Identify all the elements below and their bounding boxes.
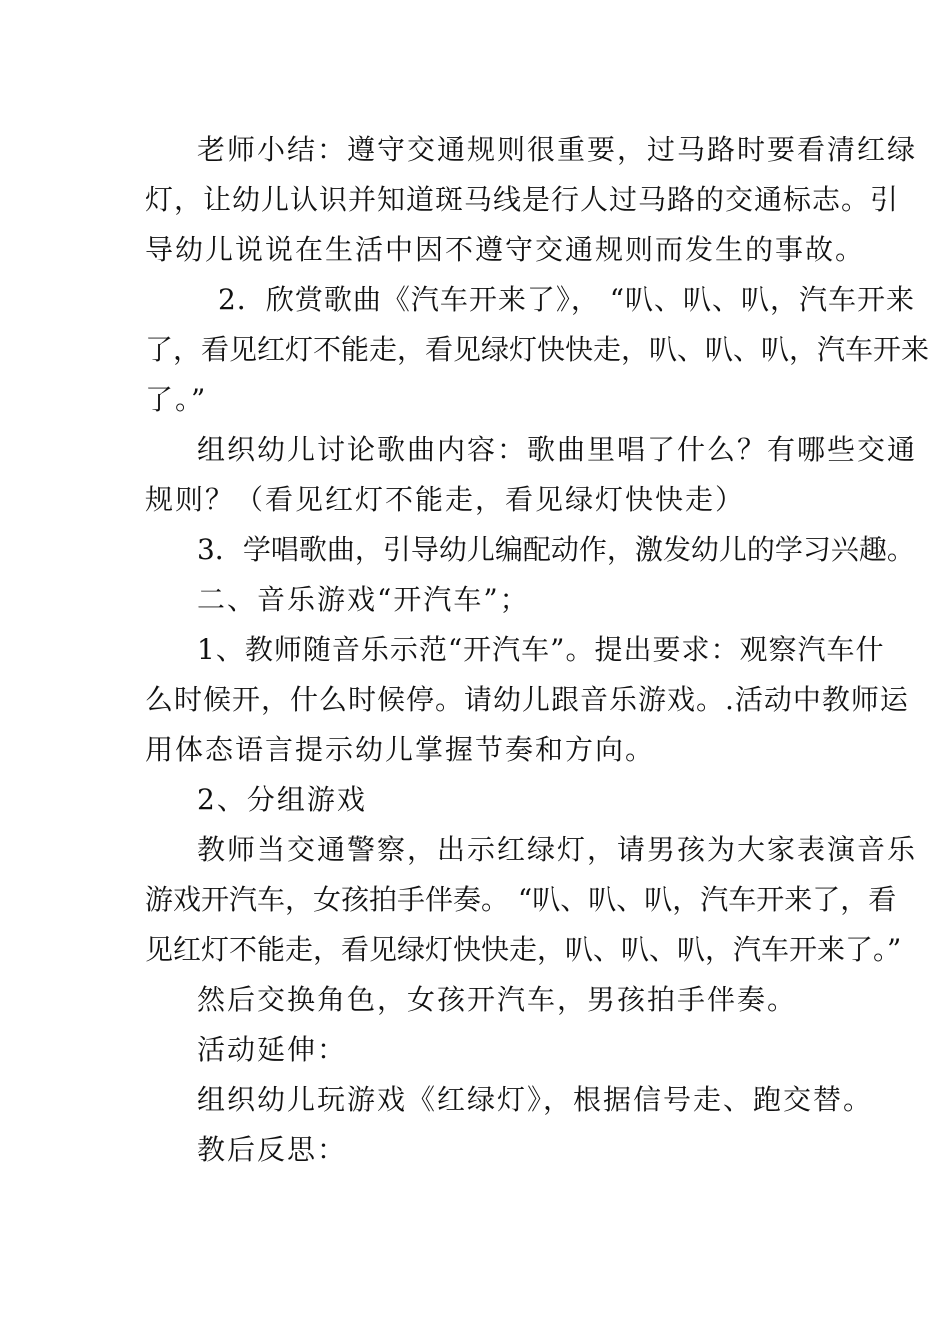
heading-music-game: 二、音乐游戏“开汽车”； (197, 583, 530, 616)
heading-reflection: 教后反思： (197, 1133, 348, 1166)
paragraph-demo-line-1: 1、教师随音乐示范“开汽车”。提出要求：观察汽车什 (197, 633, 885, 666)
paragraph-demo-line-2: 么时候开，什么时候停。请幼儿跟音乐游戏。.活动中教师运 (145, 683, 909, 716)
paragraph-song-line-1: 2．欣赏歌曲《汽车开来了》， “叭、叭、叭，汽车开来 (218, 283, 916, 316)
paragraph-group-line-2: 游戏开汽车，女孩拍手伴奏。 “叭、叭、叭，汽车开来了，看 (145, 883, 897, 916)
paragraph-learn-song: 3．学唱歌曲，引导幼儿编配动作，激发幼儿的学习兴趣。 (197, 533, 915, 566)
paragraph-group-line-1: 教师当交通警察，出示红绿灯，请男孩为大家表演音乐 (197, 833, 918, 866)
paragraph-teacher-summary-line-1: 老师小结：遵守交通规则很重要，过马路时要看清红绿 (197, 133, 918, 166)
paragraph-song-line-2: 了，看见红灯不能走，看见绿灯快快走，叭、叭、叭，汽车开来 (145, 333, 930, 366)
paragraph-discussion-line-1: 组织幼儿讨论歌曲内容：歌曲里唱了什么？有哪些交通 (197, 433, 918, 466)
paragraph-song-line-3: 了。” (145, 383, 208, 416)
paragraph-teacher-summary-line-2: 灯，让幼儿认识并知道斑马线是行人过马路的交通标志。引 (145, 183, 900, 216)
paragraph-extension-game: 组织幼儿玩游戏《红绿灯》，根据信号走、跑交替。 (197, 1083, 874, 1116)
subheading-group-game: 2、分组游戏 (197, 783, 367, 816)
paragraph-discussion-line-2: 规则？（看见红灯不能走，看见绿灯快快走） (145, 483, 746, 516)
heading-activity-extension: 活动延伸： (197, 1033, 348, 1066)
paragraph-teacher-summary-line-3: 导幼儿说说在生活中因不遵守交通规则而发生的事故。 (145, 233, 866, 266)
paragraph-group-line-3: 见红灯不能走，看见绿灯快快走，叭、叭、叭，汽车开来了。” (145, 933, 902, 966)
paragraph-demo-line-3: 用体态语言提示幼儿掌握节奏和方向。 (145, 733, 656, 766)
paragraph-switch-roles: 然后交换角色，女孩开汽车，男孩拍手伴奏。 (197, 983, 798, 1016)
